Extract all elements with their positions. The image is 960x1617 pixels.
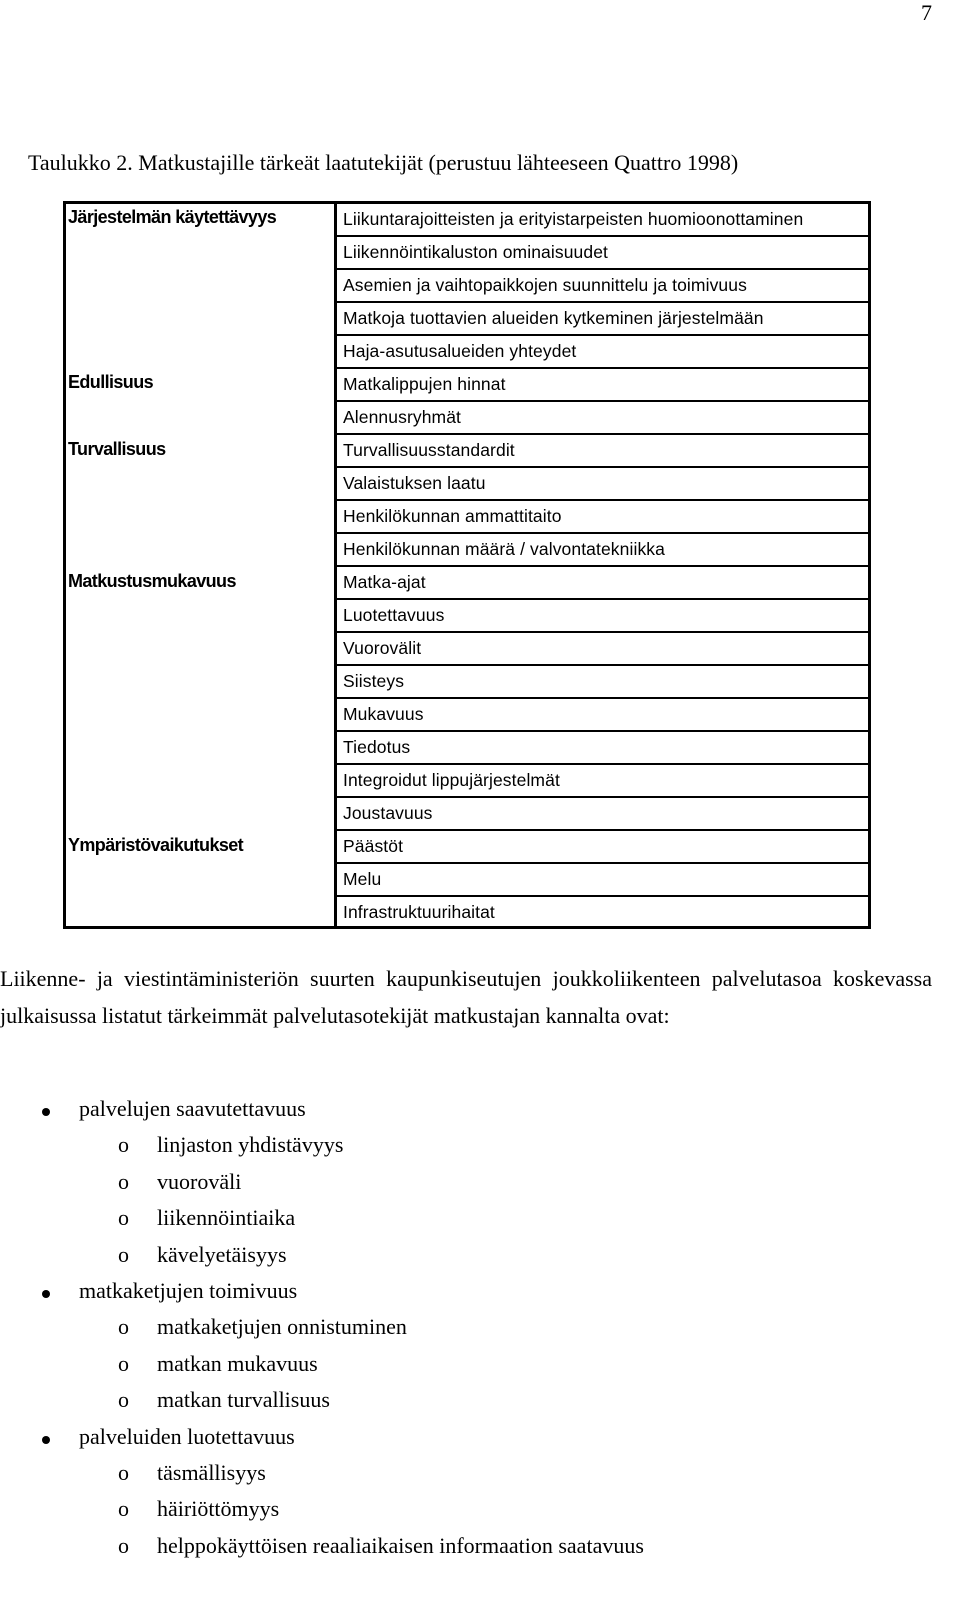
sub-bullet-item: vuoroväli [157,1168,242,1194]
factor-row: Siisteys [337,666,868,699]
factor-row: Alennusryhmät [337,402,868,435]
sub-bullet-marker: o [118,1350,129,1376]
sub-bullet-marker: o [118,1460,129,1485]
factor-row: Matkalippujen hinnat [337,369,868,402]
factor-row: Melu [337,864,868,897]
factor-row: Luotettavuus [337,600,868,633]
factor-row: Infrastruktuurihaitat [343,902,495,922]
factor-row: Haja-asutusalueiden yhteydet [337,336,868,369]
factor-row: Vuorovälit [337,633,868,666]
sub-bullet-item: täsmällisyys [157,1460,266,1485]
category-availability: Järjestelmän käytettävyys [68,207,277,227]
sub-bullet-marker: o [118,1205,129,1231]
bullet-item: palveluiden luotettavuus [79,1423,295,1449]
factor-row: Joustavuus [337,798,868,831]
factor-row: Liikennöintikaluston ominaisuudet [337,237,868,270]
factor-column [337,204,868,926]
sub-bullet-item: liikennöintiaika [157,1205,296,1231]
category-environment: Ympäristövaikutukset [68,835,244,855]
quality-factors-table [63,201,871,929]
sub-bullet-marker: o [118,1387,129,1413]
bullet-icon [42,1436,50,1444]
table-caption: Taulukko 2. Matkustajille tärkeät laatutekijät (perustuu lähteeseen Quattro 1998) [28,150,739,175]
sub-bullet-marker: o [118,1496,129,1522]
factor-row: Henkilökunnan määrä / valvontatekniikka [337,534,868,567]
sub-bullet-item: häiriöttömyys [157,1496,280,1522]
sub-bullet-item: helppokäyttöisen reaaliaikaisen informaation saatavuus [157,1532,644,1558]
factor-row: Asemien ja vaihtopaikkojen suunnittelu ja toimivuus [337,270,868,303]
factor-row: Tiedotus [337,732,868,765]
body-paragraph: Liikenne- ja viestintäministeriön suurten kaupunkiseutujen joukkoliikenteen palvelutasoa koskevassa julkaisussa listatut tärkeimmät palvelutasotekijät matkustajan kannalta ovat: [0,966,932,1028]
category-safety: Turvallisuus [68,439,166,459]
sub-bullet-item: matkaketjujen onnistuminen [157,1314,407,1340]
bullet-icon [42,1290,50,1298]
sub-bullet-marker: o [118,1532,129,1558]
sub-bullet-marker: o [118,1241,129,1267]
bullet-item: matkaketjujen toimivuus [79,1278,298,1303]
bullet-icon [42,1108,50,1116]
sub-bullet-item: linjaston yhdistävyys [157,1132,344,1158]
factor-row: Päästöt [337,831,868,864]
sub-bullet-item: matkan mukavuus [157,1350,318,1376]
factor-row: Henkilökunnan ammattitaito [337,501,868,534]
sub-bullet-marker: o [118,1314,129,1340]
factor-row: Valaistuksen laatu [337,468,868,501]
page-number: 7 [921,0,932,25]
category-column [66,204,337,926]
factor-row: Matka-ajat [337,567,868,600]
factor-row: Liikuntarajoitteisten ja erityistarpeisten huomioonottaminen [337,204,868,237]
sub-bullet-item: matkan turvallisuus [157,1387,330,1413]
sub-bullet-marker: o [118,1168,129,1194]
sub-bullet-item: kävelyetäisyys [157,1241,287,1267]
category-affordability: Edullisuus [68,372,154,392]
factor-row: Mukavuus [337,699,868,732]
factor-row: Matkoja tuottavien alueiden kytkeminen järjestelmään [337,303,868,336]
bullet-item: palvelujen saavutettavuus [79,1096,306,1121]
factor-row: Integroidut lippujärjestelmät [337,765,868,798]
category-comfort: Matkustusmukavuus [68,571,236,591]
sub-bullet-marker: o [118,1132,129,1158]
factor-row: Turvallisuusstandardit [337,435,868,468]
